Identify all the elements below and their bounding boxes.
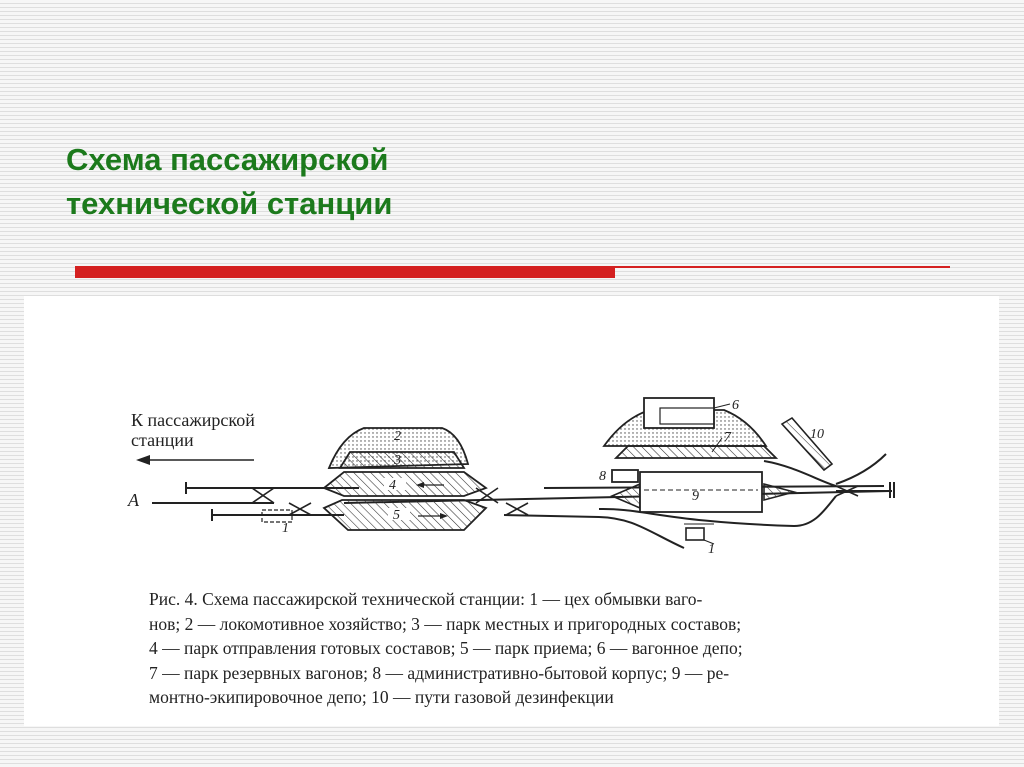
caption-line-4: 7 — парк резервных вагонов; 8 — административно-бытовой корпус; 9 — ре- — [149, 662, 730, 683]
callout-8: 8 — [599, 469, 606, 484]
park-4-departure — [324, 472, 486, 496]
caption-line-2: нов; 2 — локомотивное хозяйство; 3 — парк местных и пригородных составов; — [149, 613, 742, 634]
washing-facility-1-right — [684, 524, 715, 557]
station-track-diagram — [24, 296, 999, 586]
figure-caption — [149, 587, 929, 710]
park-3-local — [340, 452, 464, 468]
figure-panel — [24, 296, 999, 726]
caption-line-3: 4 — парк отправления готовых составов; 5 — парк приема; 6 — вагонное депо; — [149, 638, 743, 658]
washing-facility-1-left — [262, 510, 292, 536]
park-5-arrival — [324, 500, 486, 530]
callout-2: 2 — [394, 429, 401, 444]
title-divider-thick — [75, 266, 615, 278]
callout-9: 9 — [692, 489, 699, 504]
callout-3: 3 — [394, 453, 401, 468]
callout-1-right: 1 — [708, 542, 715, 557]
tracks-10-disinfection — [782, 418, 832, 470]
caption-line-1: Рис. 4. Схема пассажирской технической станции: 1 — цех обмывки ваго- — [149, 589, 703, 609]
slide-title — [66, 138, 392, 226]
slide-title-line-1: Схема пассажирской — [66, 142, 389, 177]
depot-9-repair — [612, 472, 794, 512]
callout-5: 5 — [393, 508, 400, 523]
slide-title-line-2: технической станции — [66, 186, 393, 221]
caption-line-5: монтно-экипировочное депо; 10 — пути газовой дезинфекции — [149, 687, 614, 707]
depot-6-car-depot — [604, 398, 766, 446]
main-tracks — [152, 454, 892, 548]
callout-7: 7 — [724, 430, 731, 445]
direction-label-line-1: К пассажирской — [131, 410, 255, 430]
callout-4: 4 — [389, 478, 396, 493]
title-divider-thin — [615, 266, 950, 268]
building-8-admin — [599, 469, 638, 484]
direction-arrow — [136, 455, 254, 465]
direction-label-line-2: станции — [131, 430, 194, 450]
callout-10: 10 — [810, 427, 824, 442]
callout-1-wash: 1 — [282, 521, 289, 536]
track-label-a: A — [128, 490, 139, 510]
callout-6: 6 — [732, 398, 739, 413]
